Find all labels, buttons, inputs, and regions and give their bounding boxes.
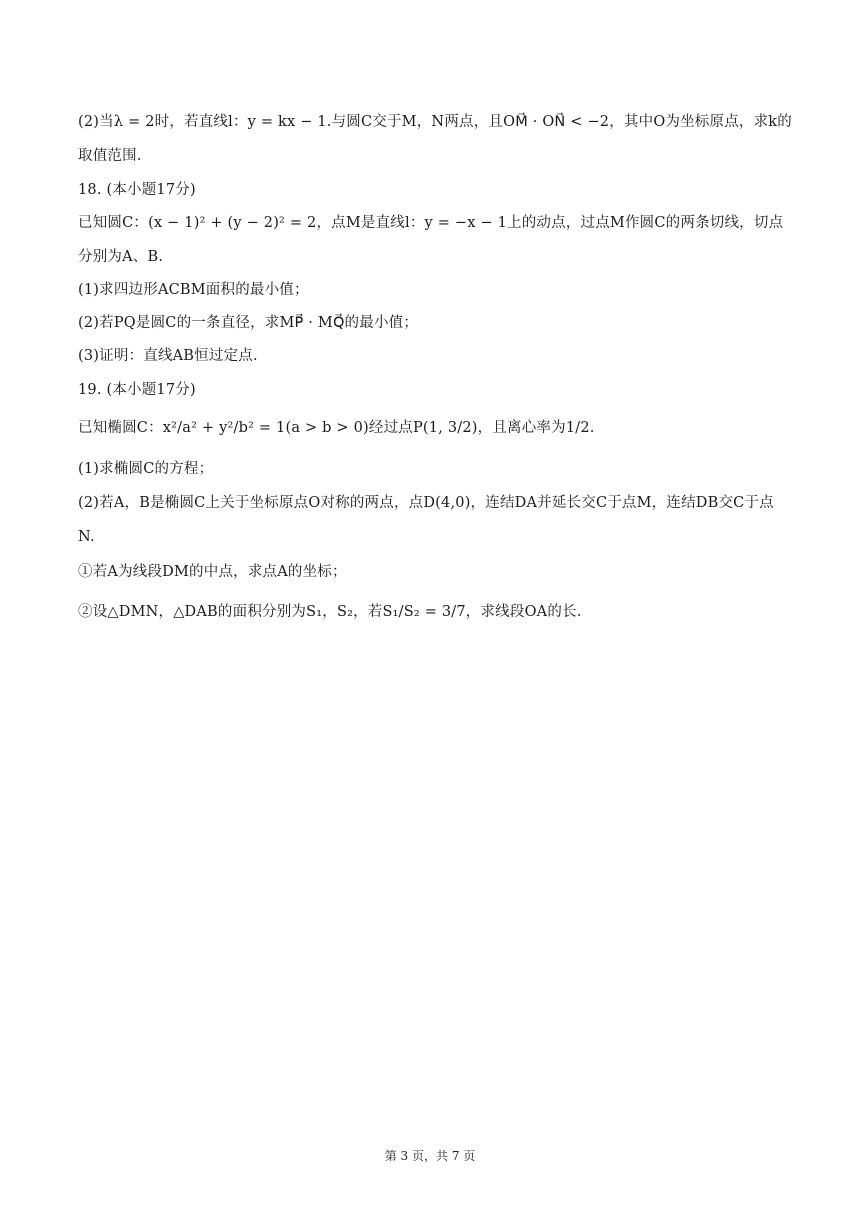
q19-part2-line1: (2)若A，B是椭圆C上关于坐标原点O对称的两点，点D(4,0)，连结DA并延长交C于点M，连结DB交C于点 [78, 495, 774, 511]
q18-part2: (2)若PQ是圆C的一条直径，求MP⃗ · MQ⃗的最小值； [78, 315, 419, 331]
q18-part1: (1)求四边形ACBM面积的最小值； [78, 282, 309, 298]
q18-stem-line1: 已知圆C：(x − 1)² + (y − 2)² = 2，点M是直线l：y = −x − 1上的动点，过点M作圆C的两条切线，切点 [78, 215, 784, 231]
q17-part2-line1: (2)当λ = 2时，若直线l：y = kx − 1.与圆C交于M，N两点，且OM⃗ · ON⃗ < −2，其中O为坐标原点，求k的 [78, 114, 792, 130]
q19-stem: 已知椭圆C：x²/a² + y²/b² = 1(a > b > 0)经过点P(1, 3/2)，且离心率为1/2. [78, 420, 595, 436]
q19-heading: 19. (本小题17分) [78, 382, 196, 398]
q18-stem-line2: 分别为A、B. [78, 249, 164, 265]
q19-part1: (1)求椭圆C的方程； [78, 461, 214, 477]
q19-part2-sub1: ①若A为线段DM的中点，求点A的坐标； [78, 564, 347, 580]
q18-part3: (3)证明：直线AB恒过定点. [78, 348, 258, 364]
q17-part2-line2: 取值范围. [78, 148, 142, 164]
q18-heading: 18. (本小题17分) [78, 182, 196, 198]
page-footer: 第 3 页，共 7 页 [384, 1149, 476, 1163]
q19-part2-sub2: ②设△DMN，△DAB的面积分别为S₁，S₂，若S₁/S₂ = 3/7，求线段OA的长. [78, 604, 582, 620]
q19-part2-line2: N. [78, 529, 95, 545]
